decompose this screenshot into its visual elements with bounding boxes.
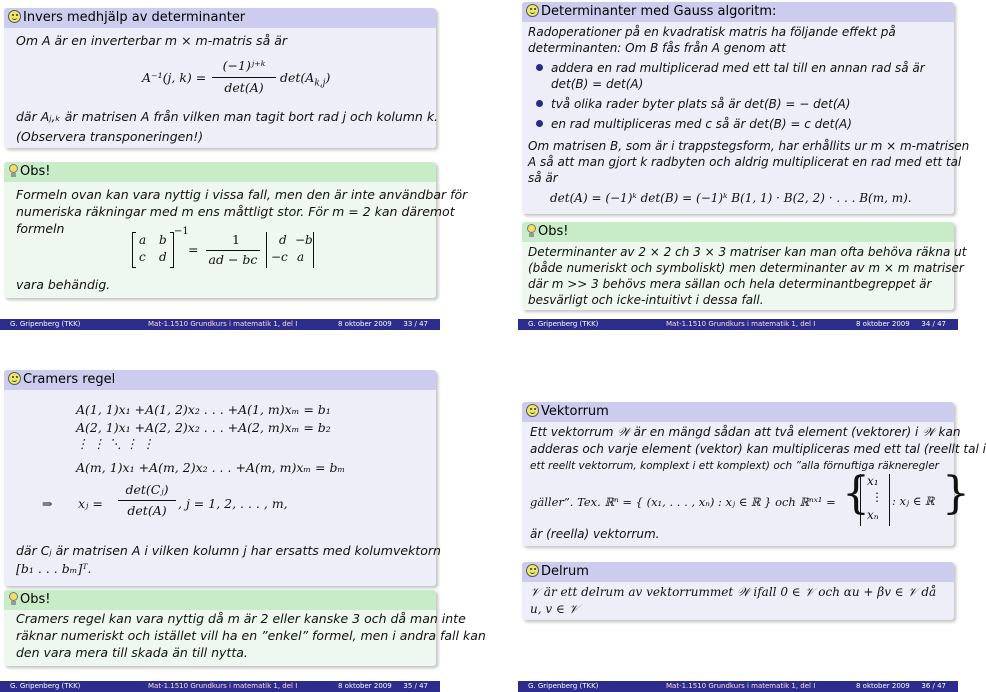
matrix-entry: a: [139, 233, 147, 247]
smiley-icon: [8, 372, 21, 385]
smiley-icon: [526, 404, 539, 417]
matrix-entry: −b: [295, 233, 313, 247]
bullet-continuation: det(B) = det(A): [551, 77, 644, 91]
bullet-icon: [536, 64, 543, 71]
solution-numerator: det(Cⱼ): [125, 482, 169, 497]
text-line: gäller”. Tex. ℝⁿ = { (x₁, . . . , xₙ) : xⱼ ∈ ℝ } och ℝⁿˣ¹ =: [530, 495, 836, 509]
text-line: 𝒱 är ett delrum av vektorrummet 𝒲 ifall 0 ∈ 𝒱 och αu + βv ∈ 𝒱 då: [530, 585, 937, 599]
solution-denominator: det(A): [127, 503, 167, 518]
slide-33: [0, 0, 468, 330]
footer-author: G. Gripenberg (TKK): [528, 682, 599, 690]
slide-footer: [518, 319, 958, 330]
text-line: där Cⱼ är matrisen A i vilken kolumn j har ersatts med kolumvektorn: [16, 543, 441, 558]
implies-arrow: ⇒: [42, 496, 53, 511]
footer-course: Mat-1.1510 Grundkurs i matematik 1, del I: [666, 320, 816, 328]
smiley-icon: [526, 564, 539, 577]
slide-footer: [0, 681, 440, 692]
slide-36: [518, 362, 986, 692]
obs-block: [4, 590, 486, 666]
fraction-denominator: ad − bc: [208, 252, 258, 267]
footer-course: Mat-1.1510 Grundkurs i matematik 1, del I: [148, 682, 298, 690]
obs-block: [4, 162, 468, 298]
block-title-text: Invers medhjälp av determinanter: [23, 10, 246, 25]
bracket-corner: [132, 232, 136, 233]
vector-entry: ⋮: [871, 490, 883, 504]
fraction-numerator: 1: [232, 232, 240, 247]
block-title-text: Obs!: [20, 592, 51, 607]
bullet-item: [536, 116, 944, 133]
text-line: (både numeriskt och symboliskt) men determinanter av m × m matriser: [528, 261, 964, 275]
text-line: determinanten: Om B fås från A genom att: [528, 41, 786, 55]
footer-author: G. Gripenberg (TKK): [10, 682, 81, 690]
inverse-formula-denominator: det(A): [224, 80, 264, 95]
block-title-delrum: [522, 562, 954, 582]
fraction-bar: [206, 250, 260, 251]
text-line: Radoperationer på en kvadratisk matris ha följande effekt på: [528, 25, 896, 39]
bullet-icon: [536, 100, 543, 107]
lightbulb-icon: [8, 592, 19, 605]
text-line: A så att man gjort k radbyten och aldrig multiplicerat en rad med ett tal: [528, 155, 962, 169]
definition-block-delrum: [522, 562, 954, 620]
text-line: ett reellt vektorrum, komplext i ett komplext) och ”alla förnuftiga räkneregler: [530, 460, 939, 472]
block-title-text: Obs!: [20, 164, 51, 179]
footer-date: 8 oktober 2009: [338, 320, 392, 328]
footer-page: 35 / 47: [403, 682, 428, 690]
matrix-entry: b: [159, 233, 167, 247]
lightbulb-icon: [8, 164, 19, 177]
block-title-gauss: [522, 2, 954, 22]
bracket-corner: [170, 267, 174, 268]
set-brace-open: {: [842, 468, 870, 519]
bullet-text: två olika rader byter plats så är det(B) = − det(A): [551, 97, 851, 111]
matrix-left: [132, 232, 174, 268]
vector-entry: x₁: [867, 474, 879, 488]
fraction-bar: [212, 77, 276, 78]
inverse-formula-lhs: A⁻¹(j, k) =: [142, 70, 207, 85]
text-line: vara behändig.: [16, 277, 111, 292]
text-line: så är: [528, 171, 558, 185]
theorem-block-inverse: [4, 8, 439, 148]
footer-author: G. Gripenberg (TKK): [10, 320, 81, 328]
footer-date: 8 oktober 2009: [856, 320, 910, 328]
inverse-formula-numerator: (−1)ʲ⁺ᵏ: [222, 58, 266, 73]
text-line: Cramers regel kan vara nyttig då m är 2 eller kanske 3 och då man inte: [16, 611, 466, 626]
matrix-entry: −c: [271, 250, 288, 264]
smiley-icon: [526, 4, 539, 17]
slide-35: [0, 362, 486, 692]
matrix-entry: c: [139, 250, 146, 264]
lightbulb-icon: [526, 224, 537, 237]
matrix-entry: a: [297, 250, 305, 264]
theorem-block-gauss: [522, 2, 970, 214]
obs-block: [522, 222, 967, 310]
matrix-right: [266, 232, 314, 268]
column-vector-transposed: [b₁ . . . bₘ]ᵀ.: [16, 561, 92, 576]
text-line: Om A är en inverterbar m × m-matris så är: [16, 33, 287, 48]
text-line: Ett vektorrum 𝒲 är en mängd sådan att två element (vektorer) i 𝒲 kan: [530, 425, 961, 439]
slide-34: [518, 0, 970, 330]
matrix-entry: d: [279, 233, 287, 247]
text-line: u, v ∈ 𝒱: [530, 602, 579, 616]
determinant-formula: det(A) = (−1)ᵏ det(B) = (−1)ᵏ B(1, 1) · B(2, 2) · . . . B(m, m).: [550, 191, 912, 205]
equals-sign: =: [188, 242, 199, 257]
text-line: Formeln ovan kan vara nyttig i vissa fall, men den är inte användbar för: [16, 187, 468, 202]
matrix-entry: d: [159, 250, 167, 264]
text-line: är (reella) vektorrum.: [530, 527, 660, 541]
footer-page: 36 / 47: [921, 682, 946, 690]
slide-footer: [0, 319, 440, 330]
bullet-text: addera en rad multiplicerad med ett tal till en annan rad så är: [551, 61, 925, 75]
block-title-inverse: [4, 8, 436, 28]
block-title-obs: [4, 590, 436, 610]
block-title-text: Cramers regel: [23, 372, 116, 387]
bullet-item: [536, 96, 944, 113]
solution-lhs: xⱼ =: [78, 496, 103, 511]
block-title-text: Determinanter med Gauss algoritm:: [541, 4, 777, 19]
block-title-text: Delrum: [541, 564, 589, 579]
definition-block-vektorrum: [522, 402, 986, 546]
equation-row: A(2, 1)x₁ +A(2, 2)x₂ . . . +A(2, m)xₘ = b₂: [76, 420, 331, 435]
rhs-subscript: k,j: [314, 78, 326, 89]
bullet-icon: [536, 120, 543, 127]
set-brace-close: }: [942, 468, 970, 519]
vector-entry: xₙ: [867, 508, 879, 522]
equation-row: A(1, 1)x₁ +A(1, 2)x₂ . . . +A(1, m)xₘ = b₁: [76, 402, 331, 417]
footer-date: 8 oktober 2009: [338, 682, 392, 690]
text-line: formeln: [16, 221, 65, 236]
slide-footer: [518, 681, 958, 692]
set-condition: : xⱼ ∈ ℝ: [892, 494, 935, 508]
text-line: räknar numeriskt och istället vill ha en ”enkel” formel, men i andra fall kan: [16, 628, 486, 643]
bracket-corner: [132, 267, 136, 268]
text-line: numeriska räkningar med m ens måttligt stor. För m = 2 kan däremot: [16, 204, 455, 219]
block-title-text: Vektorrum: [541, 404, 609, 419]
bullet-text: en rad multipliceras med c så är det(B) = c det(A): [551, 117, 852, 131]
text-line: Determinanter av 2 × 2 ch 3 × 3 matriser kan man ofta behöva räkna ut: [528, 245, 967, 259]
equation-row: A(m, 1)x₁ +A(m, 2)x₂ . . . +A(m, m)xₘ = bₘ: [76, 460, 346, 475]
smiley-icon: [8, 10, 21, 23]
block-title-text: Obs!: [538, 224, 569, 239]
text-line: där Aⱼ,ₖ är matrisen A från vilken man tagit bort rad j och kolumn k.: [16, 109, 439, 124]
footer-course: Mat-1.1510 Grundkurs i matematik 1, del I: [148, 320, 298, 328]
footer-page: 33 / 47: [403, 320, 428, 328]
text-line: där m >> 3 behövs mera sällan och hela determinantbegreppet är: [528, 277, 932, 291]
solution-range: , j = 1, 2, . . . , m,: [178, 496, 288, 511]
inverse-formula-rhs: [280, 70, 330, 89]
footer-date: 8 oktober 2009: [856, 682, 910, 690]
block-title-vektorrum: [522, 402, 954, 422]
text-line: (Observera transponeringen!): [16, 129, 204, 144]
theorem-block-cramer: [4, 370, 441, 586]
text-line: Om matrisen B, som är i trappstegsform, har erhållits ur m × m-matrisen: [528, 139, 970, 153]
inverse-exponent: −1: [174, 226, 189, 237]
block-title-obs: [4, 162, 436, 182]
block-title-cramer: [4, 370, 436, 390]
equation-row: ⋮ ⋮ ⋱ ⋮ ⋮: [76, 436, 155, 451]
column-vector: [860, 474, 890, 526]
rhs-close: ): [325, 70, 331, 85]
text-line: besvärligt och icke-intuitivt i dessa fall.: [528, 293, 764, 307]
fraction-bar: [118, 500, 176, 501]
footer-author: G. Gripenberg (TKK): [528, 320, 599, 328]
text-line: adderas och varje element (vektor) kan multipliceras med ett tal (reellt tal i: [530, 442, 986, 456]
footer-course: Mat-1.1510 Grundkurs i matematik 1, del I: [666, 682, 816, 690]
block-title-obs: [522, 222, 954, 242]
rhs-text: det(A: [280, 70, 315, 85]
bullet-item: [536, 60, 944, 77]
footer-page: 34 / 47: [921, 320, 946, 328]
text-line: den vara mera till skada än till nytta.: [16, 645, 248, 660]
